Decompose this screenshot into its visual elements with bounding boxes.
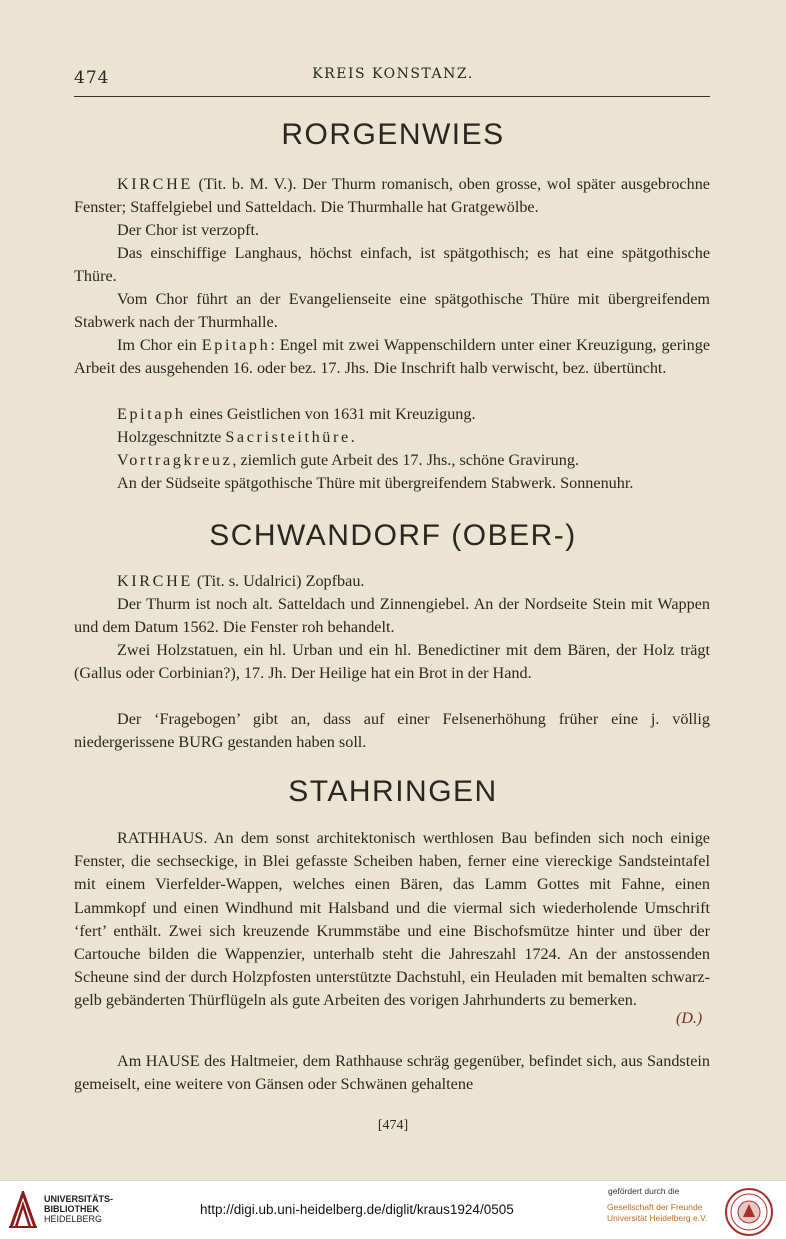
paragraph: Am HAUSE des Haltmeier, dem Rathhause schräg gegenüber, befindet sich, aus Sandstein gemeiselt, eine weitere von Gänsen oder Schwänen gehaltene xyxy=(74,1052,710,1094)
paragraph: RATHHAUS. An dem sonst architektonisch werthlosen Bau befinden sich noch einige Fenster, die sechseckige, in Blei gefasste Scheiben haben, ferner eine viereckige Sandsteintafel mit einem Vierfelder-Wappen, welches einen Bären, das Lamm Gottes mit Fahne, einen Lammkopf und einen Windhund mit Halsband und die viermal sich wiederholende Umschrift ‘fert’ enthält. Zwei sich kreuzende Krummstäbe und eine Bischofsmütze hinter und über der Cartouche bilden die Wappenzier, unterhalb steht die Jahreszahl 1724. An der anstossenden Scheune sind der durch Holzpfosten unterstützte Dachstuhl, ein Heuladen mit bemalten schwarz-gelb gebänderten Thürflügeln als gute Arbeiten des vorigen Jahrhunderts zu bemerken. xyxy=(74,829,710,1010)
paragraph: An der Südseite spätgothische Thüre mit übergreifendem Stabwerk. Sonnenuhr. xyxy=(117,474,634,492)
paragraph: Der Thurm ist noch alt. Satteldach und Zinnengiebel. An der Nordseite Stein mit Wappen und dem Datum 1562. Die Fenster roh behandelt. xyxy=(74,595,710,637)
paragraph: Im Chor ein Epitaph: Engel mit zwei Wappenschildern unter einer Kreuzigung, geringe Arbeit des ausgehenden 16. oder bez. 17. Jhs. Die Inschrift halb verwischt, bez. übertüncht. xyxy=(74,336,711,378)
running-title: KREIS KONSTANZ. xyxy=(312,66,474,82)
paragraph: Vom Chor führt an der Evangelienseite eine spätgothische Thüre mit übergreifendem Stabwerk nach der Thurmhalle. xyxy=(74,290,710,332)
university-seal-icon xyxy=(724,1187,774,1237)
paragraph: Das einschiffige Langhaus, höchst einfach, ist spätgothisch; es hat eine spätgothische Thüre. xyxy=(74,244,710,286)
paragraph: Holzgeschnitzte Sacristeithüre. xyxy=(117,428,355,446)
section-heading: SCHWANDORF (OBER-) xyxy=(209,519,577,552)
viewer-footer xyxy=(0,1180,786,1239)
paragraph: KIRCHE (Tit. s. Udalrici) Zopfbau. xyxy=(117,572,365,590)
section-heading: STAHRINGEN xyxy=(288,775,498,808)
running-page-number: 474 xyxy=(74,68,110,88)
paragraph: Vortragkreuz, ziemlich gute Arbeit des 17. Jhs., schöne Gravirung. xyxy=(117,451,580,469)
paragraph: Der ‘Fragebogen’ gibt an, dass auf einer Felsenerhöhung früher eine j. völlig niedergerissene BURG gestanden haben soll. xyxy=(74,710,710,752)
paragraph: Epitaph eines Geistlichen von 1631 mit Kreuzigung. xyxy=(117,405,476,423)
author-signature: (D.) xyxy=(676,1010,703,1027)
bottom-page-number: [474] xyxy=(377,1118,409,1133)
header-rule xyxy=(74,96,710,97)
paragraph: KIRCHE (Tit. b. M. V.). Der Thurm romanisch, oben grosse, wol später ausgebrochne Fenster; Staffelgiebel und Satteldach. Die Thurmhalle hat Gratgewölbe. xyxy=(74,175,710,217)
section-heading: RORGENWIES xyxy=(281,118,505,151)
library-name: UNIVERSITÄTS- BIBLIOTHEK HEIDELBERG xyxy=(44,1194,114,1224)
paragraph: Zwei Holzstatuen, ein hl. Urban und ein hl. Benedictiner mit dem Bären, der Holz trägt (Gallus oder Corbinian?), 17. Jh. Der Heilige hat ein Brot in der Hand. xyxy=(74,641,710,683)
funding-note: gefördert durch die xyxy=(608,1186,680,1196)
permalink-url[interactable]: http://digi.ub.uni-heidelberg.de/diglit/kraus1924/0505 xyxy=(200,1202,514,1217)
paragraph: Der Chor ist verzopft. xyxy=(117,221,260,239)
university-library-logo-icon xyxy=(8,1191,38,1229)
society-name: Gesellschaft der Freunde Universität Heidelberg e.V. xyxy=(607,1202,708,1223)
